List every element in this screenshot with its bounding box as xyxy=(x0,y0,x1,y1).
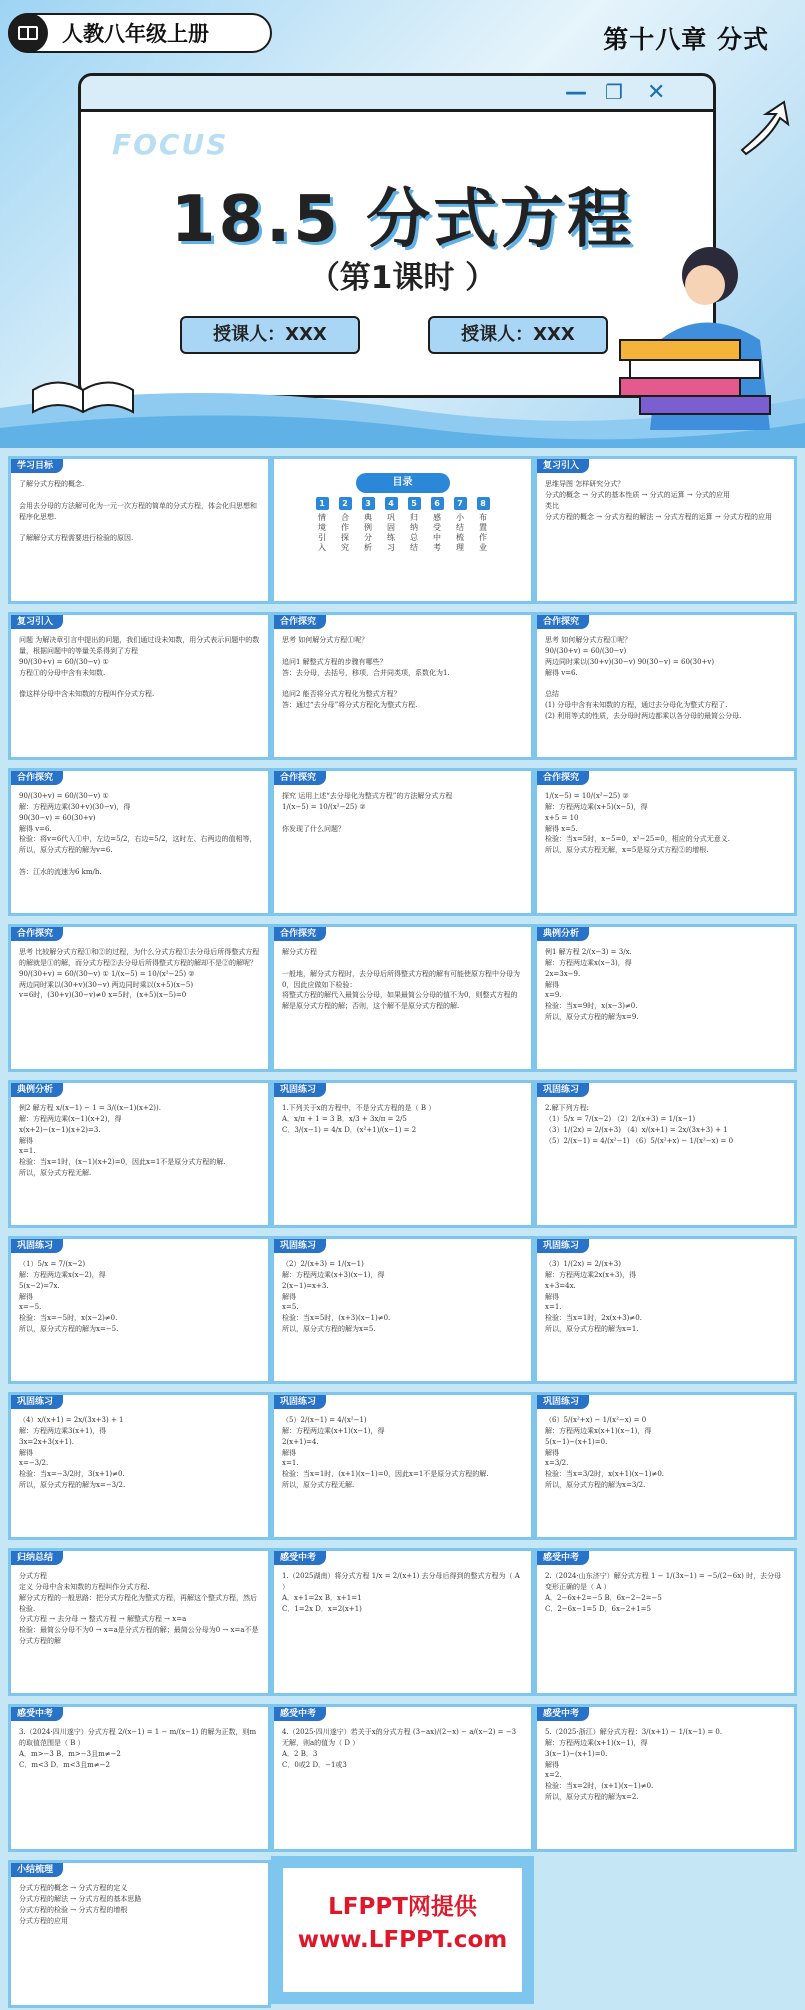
slide-learning-goals xyxy=(8,456,271,604)
slide-text: 90/(30+v) = 60/(30−v) ① 解：方程两边乘(30+v)(30−v)，得 90(30−v) = 60(30+v) 解得 v=6. 检验：将v=6代入①中，左边=5/2，右边=5/2，这时左、右两边的值相等，所以，原分式方程的解为v=6. 答：江水的流速为6 km/h. xyxy=(19,792,257,876)
slide-text: 问题 为解决章引言中提出的问题，我们通过设未知数，用分式表示问题中的数量，根据问题中的等量关系得到了方程 90/(30+v) = 60/(30−v) ① 方程①的分母中含有未知数. 像这样分母中含未知数的方程叫作分式方程. xyxy=(19,636,260,699)
slide-text: 3.（2024·四川遂宁）分式方程 2/(x−1) = 1 − m/(x−1) 的解为正数，则m的取值范围是（ B ） A．m>−3 B．m>−3且m≠−2 C．m<3 D．m<3且m≠−2 xyxy=(19,1728,257,1769)
slide-practice-6 xyxy=(8,1392,271,1540)
slide-text: （4）x/(x+1) = 2x/(3x+3) + 1 解：方程两边乘3(x+1)，得 3x=2x+3(x+1). 解得 x=−3/2. 检验：当x=−3/2时，3(x+1)≠0. 所以，原分式方程的解为x=−3/2. xyxy=(19,1416,126,1490)
slide-practice-5 xyxy=(534,1236,797,1384)
slide-label: 巩固练习 xyxy=(274,1239,326,1253)
slide-explore-3 xyxy=(8,768,271,916)
slide-practice-7 xyxy=(271,1392,534,1540)
slide-label: 巩固练习 xyxy=(537,1083,589,1097)
slide-label: 学习目标 xyxy=(11,459,63,473)
slide-text: 1.（2025湖南）将分式方程 1/x = 2/(x+1) 去分母后得到的整式方程为（ A ） A．x+1=2x B．x+1=1 C．1=2x D．x=2(x+1) xyxy=(282,1572,520,1613)
toc-item[interactable]: 2 合作探究 xyxy=(340,499,350,553)
slide-review-1 xyxy=(534,456,797,604)
slide-explore-1 xyxy=(271,612,534,760)
toc-item[interactable]: 5 归纳总结 xyxy=(409,499,419,553)
slide-practice-4 xyxy=(271,1236,534,1384)
slide-example-2 xyxy=(8,1080,271,1228)
slide-text: 2.解下列方程: （1）5/x = 7/(x−2) （2）2/(x+3) = 1/(x−1) （3）1/(2x) = 2/(x+3) （4）x/(x+1) = 2x/(3x+3) + 1 （5）2/(x−1) = 4/(x²−1) （6）5/(x²+x) − 1/(x²−x) = 0 xyxy=(545,1104,734,1145)
toc-item[interactable]: 3 典例分析 xyxy=(363,499,373,553)
contents-title: 目录 xyxy=(356,473,450,493)
slide-text: 4.（2025·四川遂宁）若关于x的分式方程 (3−ax)/(2−x) − a/(x−2) = −3 无解，则a的值为（ D ） A．2 B．3 C．0或2 D．−1或3 xyxy=(282,1728,517,1769)
slide-label: 巩固练习 xyxy=(537,1239,589,1253)
chapter-title: 第十八章 分式 xyxy=(603,25,769,54)
slide-text: 例2 解方程 x/(x−1) − 1 = 3/((x−1)(x+2)). 解：方程两边乘(x−1)(x+2)，得 x(x+2)−(x−1)(x+2)=3. 解得 x=1. 检验：当x=1时，(x−1)(x+2)=0，因此x=1不是原分式方程的解. 所以，原分式方程无解. xyxy=(19,1104,226,1178)
slide-text: （2）2/(x+3) = 1/(x−1) 解：方程两边乘(x+3)(x−1)，得 2(x−1)=x+3. 解得 x=5. 检验：当x=5时，(x+3)(x−1)≠0. 所以，原分式方程的解为x=5. xyxy=(282,1260,391,1334)
slide-label: 合作探究 xyxy=(537,615,589,629)
slide-explore-2 xyxy=(534,612,797,760)
slide-label: 合作探究 xyxy=(537,771,589,785)
slide-label: 巩固练习 xyxy=(11,1395,63,1409)
slide-text: 1.下列关于x的方程中，不是分式方程的是（ B ） A．x/π + 1 = 3 B．x/3 + 3x/π = 2/5 C．3/(x−1) = 4/x D．(x²+1)/(x−1) = 2 xyxy=(282,1104,436,1134)
slide-label: 巩固练习 xyxy=(11,1239,63,1253)
slide-recap xyxy=(8,1860,271,2008)
slide-label: 感受中考 xyxy=(274,1551,326,1565)
brand-panel xyxy=(271,1856,534,2004)
slide-label: 合作探究 xyxy=(274,615,326,629)
slide-label: 感受中考 xyxy=(274,1707,326,1721)
focus-watermark: FOCUS xyxy=(112,128,229,161)
maximize-icon: ❐ xyxy=(605,80,623,104)
toc-item[interactable]: 1 情境引入 xyxy=(317,499,327,553)
toc-item[interactable]: 4 巩固练习 xyxy=(386,499,396,553)
minimize-icon: — xyxy=(565,80,587,105)
slide-explore-6 xyxy=(8,924,271,1072)
slide-label: 归纳总结 xyxy=(11,1551,63,1565)
slide-text: 1/(x−5) = 10/(x²−25) ② 解：方程两边乘(x+5)(x−5)，得 x+5 = 10 解得 x=5. 检验：当x=5时，x−5=0，x²−25=0，相应的分式无意义. 所以，原分式方程无解，x=5是原分式方程②的增根. xyxy=(545,792,730,855)
student-illustration xyxy=(600,230,800,430)
slide-exam-2 xyxy=(534,1548,797,1696)
slide-practice-8 xyxy=(534,1392,797,1540)
slide-label: 巩固练习 xyxy=(537,1395,589,1409)
slide-text: 思考 比较解分式方程①和②的过程，为什么分式方程①去分母后所得整式方程的解就是①的解，而分式方程②去分母后所得整式方程的解却不是②的解呢？ 90/(30+v) = 60/(30−v) ① 1/(x−5) = 10/(x²−25) ② 两边同时乘以(30+v)(30−v) 两边同时乘以(x+5)(x−5) v=6时，(30+v)(30−v)≠0 x=5时，(x+5)(x−5)=0 xyxy=(19,948,260,1000)
slide-text: （3）1/(2x) = 2/(x+3) 解：方程两边乘2x(x+3)，得 x+3=4x. 解得 x=1. 检验：当x=1时，2x(x+3)≠0. 所以，原分式方程的解为x=1. xyxy=(545,1260,642,1334)
cover-title: 18.5 分式方程 xyxy=(170,183,635,257)
close-icon: ✕ xyxy=(647,80,666,105)
slide-text: 解分式方程 一般地，解分式方程时，去分母后所得整式方程的解有可能使原方程中分母为0，因此应做如下检验： 将整式方程的解代入最简公分母，如果最简公分母的值不为0，则整式方程的解是原分式方程的解；否则，这个解不是原分式方程的解. xyxy=(282,948,520,1011)
toc-item[interactable]: 6 感受中考 xyxy=(432,499,442,553)
slide-contents xyxy=(271,456,534,604)
slide-label: 合作探究 xyxy=(11,927,63,941)
slide-exam-1 xyxy=(271,1548,534,1696)
slide-label: 感受中考 xyxy=(537,1551,589,1565)
contents-list xyxy=(274,497,531,553)
slide-label: 合作探究 xyxy=(274,771,326,785)
slide-text: 思考 如何解分式方程①呢？ 追问1 解整式方程的步骤有哪些？ 答：去分母，去括号，移项，合并同类项，系数化为1. 追问2 能否将分式方程化为整式方程？ 答：通过“去分母”将分式方程化为整式方程. xyxy=(282,636,450,710)
slide-text: 2.（2024·山东济宁）解分式方程 1 − 1/(3x−1) = −5/(2−6x) 时，去分母变形正确的是（ A ） A．2−6x+2=−5 B．6x−2−2=−5 C．2−6x−1=5 D．6x−2+1=5 xyxy=(545,1572,782,1613)
slide-example-1 xyxy=(534,924,797,1072)
slide-text: 了解分式方程的概念. 会用去分母的方法解可化为一元一次方程的简单的分式方程，体会化归思想和程序化思想. 了解解分式方程需要进行检验的原因. xyxy=(19,480,257,543)
slide-label: 巩固练习 xyxy=(274,1083,326,1097)
slide-exam-3 xyxy=(8,1704,271,1852)
slide-exam-4 xyxy=(271,1704,534,1852)
slide-text: 例1 解方程 2/(x−3) = 3/x. 解：方程两边乘x(x−3)，得 2x=3x−9. 解得 x=9. 检验：当x=9时，x(x−3)≠0. 所以，原分式方程的解为x=9. xyxy=(545,948,639,1022)
slide-practice-2 xyxy=(534,1080,797,1228)
slide-label: 复习引入 xyxy=(537,459,589,473)
slide-text: 分式方程的概念 → 分式方程的定义 分式方程的解法 → 分式方程的基本思路 分式方程的检验 → 分式方程的增根 分式方程的应用 xyxy=(19,1884,142,1925)
book-icon xyxy=(8,13,48,53)
slide-text: 思考 如何解分式方程①呢？ 90/(30+v) = 60/(30−v) 两边同时乘以(30+v)(30−v) 90(30−v) = 60(30+v) 解得 v=6. 总结 (1) 分母中含有未知数的方程，通过去分母化为整式方程了. (2) 利用等式的性质，去分母时两边都乘以各分母的最简公分母. xyxy=(545,636,742,720)
slide-explore-5 xyxy=(534,768,797,916)
slide-exam-5 xyxy=(534,1704,797,1852)
book-title: 人教八年级上册 xyxy=(62,22,209,46)
slide-summary xyxy=(8,1548,271,1696)
slide-label: 巩固练习 xyxy=(274,1395,326,1409)
slide-review-2 xyxy=(8,612,271,760)
slide-label: 感受中考 xyxy=(537,1707,589,1721)
brand-line-1: LFPPT网提供 xyxy=(328,1894,477,1920)
teacher-label-right: 授课人：XXX xyxy=(428,316,608,354)
cover-slide xyxy=(0,0,805,448)
cover-subtitle: （第1课时 ） xyxy=(308,260,497,296)
slide-text: 分式方程 定义 分母中含未知数的方程叫作分式方程. 解分式方程的一般思路：把分式方程化为整式方程，再解这个整式方程，然后检验. 分式方程 → 去分母 → 整式方程 → 解整式方程 → x=a 检验：最简公分母不为0 → x=a是分式方程的解；最简公分母为0 → x=a不是分式方程的解 xyxy=(19,1572,259,1646)
slide-text: （6）5/(x²+x) − 1/(x²−x) = 0 解：方程两边乘x(x+1)(x−1)，得 5(x−1)−(x+1)=0. 解得 x=3/2. 检验：当x=3/2时，x(x+1)(x−1)≠0. 所以，原分式方程的解为x=3/2. xyxy=(545,1416,665,1490)
open-book-illustration xyxy=(28,360,138,420)
slide-label: 小结梳理 xyxy=(11,1863,63,1877)
slide-explore-4 xyxy=(271,768,534,916)
arrow-icon xyxy=(736,100,792,156)
toc-item[interactable]: 8 布置作业 xyxy=(478,499,488,553)
slide-text: （1）5/x = 7/(x−2) 解：方程两边乘x(x−2)，得 5(x−2)=7x. 解得 x=−5. 检验：当x=−5时，x(x−2)≠0. 所以，原分式方程的解为x=−5. xyxy=(19,1260,119,1334)
slide-label: 典例分析 xyxy=(11,1083,63,1097)
slide-label: 感受中考 xyxy=(11,1707,63,1721)
slide-label: 典例分析 xyxy=(537,927,589,941)
slide-label: 复习引入 xyxy=(11,615,63,629)
book-badge xyxy=(8,13,272,53)
brand-url[interactable]: www.LFPPT.com xyxy=(297,1927,508,1953)
slide-text: 思维导图 怎样研究分式？ 分式的概念 → 分式的基本性质 → 分式的运算 → 分式的应用 类比 分式方程的概念 → 分式方程的解法 → 分式方程的运算 → 分式方程的应用 xyxy=(545,480,772,521)
slide-text: 5.（2025·浙江）解分式方程：3/(x+1) − 1/(x−1) = 0. 解：方程两边乘(x+1)(x−1)，得 3(x−1)−(x+1)=0. 解得 x=2. 检验：当x=2时，(x+1)(x−1)≠0. 所以，原分式方程的解为x=2. xyxy=(545,1728,723,1802)
slide-label: 合作探究 xyxy=(11,771,63,785)
toc-item[interactable]: 7 小结梳理 xyxy=(455,499,465,553)
teacher-label-left: 授课人：XXX xyxy=(180,316,360,354)
slide-explore-7 xyxy=(271,924,534,1072)
slide-text: 探究 运用上述“去分母化为整式方程”的方法解分式方程 1/(x−5) = 10/(x²−25) ② 你发现了什么问题？ xyxy=(282,792,453,833)
slide-label: 合作探究 xyxy=(274,927,326,941)
slide-practice-1 xyxy=(271,1080,534,1228)
slide-text: （5）2/(x−1) = 4/(x²−1) 解：方程两边乘(x+1)(x−1)，得 2(x+1)=4. 解得 x=1. 检验：当x=1时，(x+1)(x−1)=0，因此x=1不是原分式方程的解. 所以，原分式方程无解. xyxy=(282,1416,489,1490)
slide-practice-3 xyxy=(8,1236,271,1384)
